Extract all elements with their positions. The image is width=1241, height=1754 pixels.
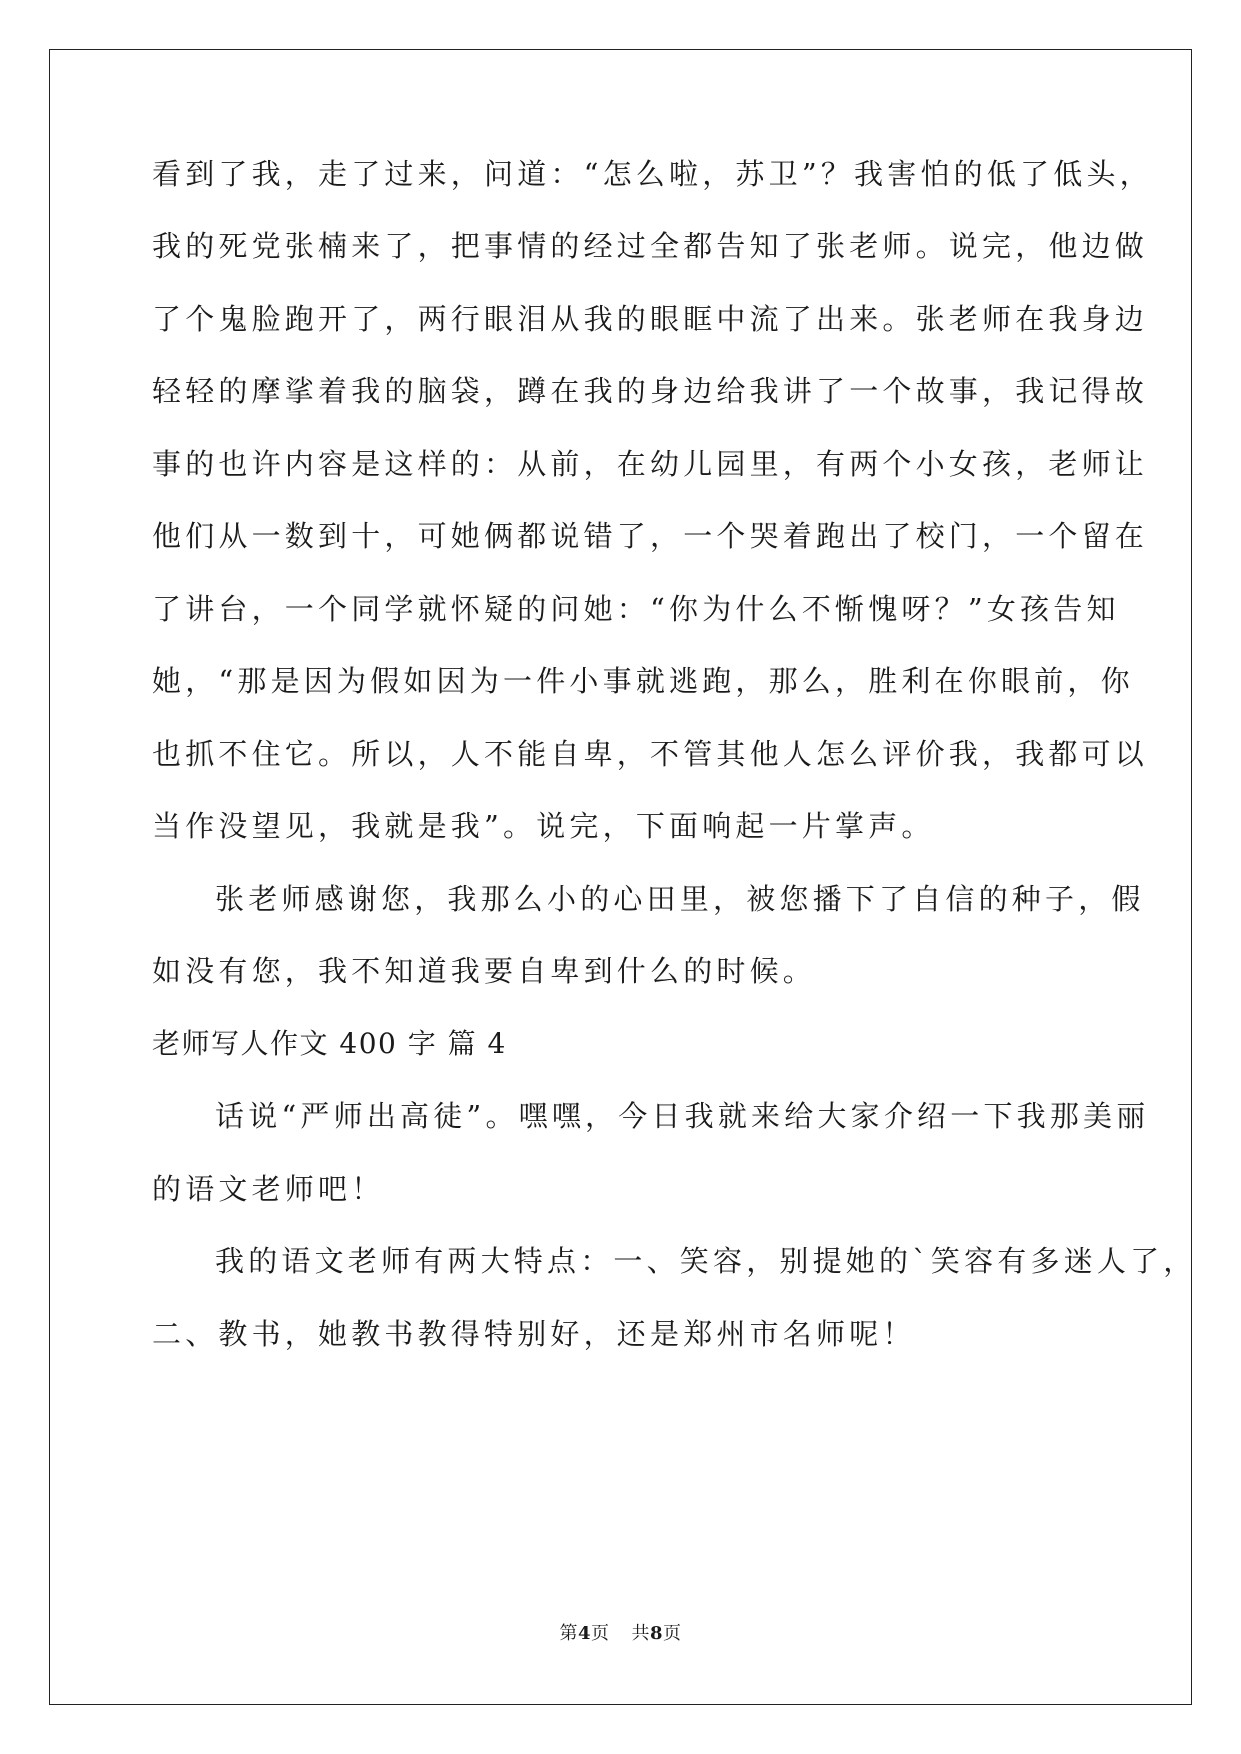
text-line: 他们从一数到十，可她俩都说错了，一个哭着跑出了校门，一个留在 [152, 519, 1149, 553]
page-border [49, 49, 1192, 1705]
total-page-count: 8 [650, 1623, 664, 1644]
text-line: 了个鬼脸跑开了，两行眼泪从我的眼眶中流了出来。张老师在我身边 [152, 302, 1149, 336]
paragraph-first-line: 话说“严师出高徒”。嘿嘿，今日我就来给大家介绍一下我那美丽 [215, 1099, 1150, 1133]
current-page-number: 4 [577, 1623, 591, 1644]
text-line: 二、教书，她教书教得特别好，还是郑州市名师呢！ [152, 1317, 916, 1351]
text-line: 她，“那是因为假如因为一件小事就逃跑，那么，胜利在你眼前，你 [152, 664, 1134, 698]
paragraph-first-line: 我的语文老师有两大特点：一、笑容，别提她的`笑容有多迷人了， [215, 1244, 1197, 1278]
footer-total-prefix: 共 [631, 1623, 650, 1644]
text-line: 了讲台，一个同学就怀疑的问她：“你为什么不惭愧呀？”女孩告知 [152, 592, 1120, 626]
text-line: 也抓不住它。所以，人不能自卑，不管其他人怎么评价我，我都可以 [152, 737, 1149, 771]
text-line: 事的也许内容是这样的：从前，在幼儿园里，有两个小女孩，老师让 [152, 447, 1149, 481]
footer-prefix: 第 [559, 1623, 578, 1644]
section-heading: 老师写人作文 400 字 篇 4 [152, 1027, 507, 1060]
text-line: 的语文老师吧！ [152, 1172, 385, 1206]
text-line: 如没有您，我不知道我要自卑到什么的时候。 [152, 954, 817, 988]
text-line: 看到了我，走了过来，问道：“怎么啦，苏卫”？我害怕的低了低头， [152, 157, 1153, 191]
footer-page-unit: 页 [591, 1623, 610, 1644]
paragraph-first-line: 张老师感谢您，我那么小的心田里，被您播下了自信的种子，假 [215, 882, 1145, 916]
text-line: 我的死党张楠来了，把事情的经过全都告知了张老师。说完，他边做 [152, 229, 1149, 263]
text-line: 当作没望见，我就是我”。说完，下面响起一片掌声。 [152, 809, 935, 843]
page-footer [0, 1622, 1241, 1646]
footer-total-unit: 页 [663, 1623, 682, 1644]
text-line: 轻轻的摩挲着我的脑袋，蹲在我的身边给我讲了一个故事，我记得故 [152, 374, 1149, 408]
